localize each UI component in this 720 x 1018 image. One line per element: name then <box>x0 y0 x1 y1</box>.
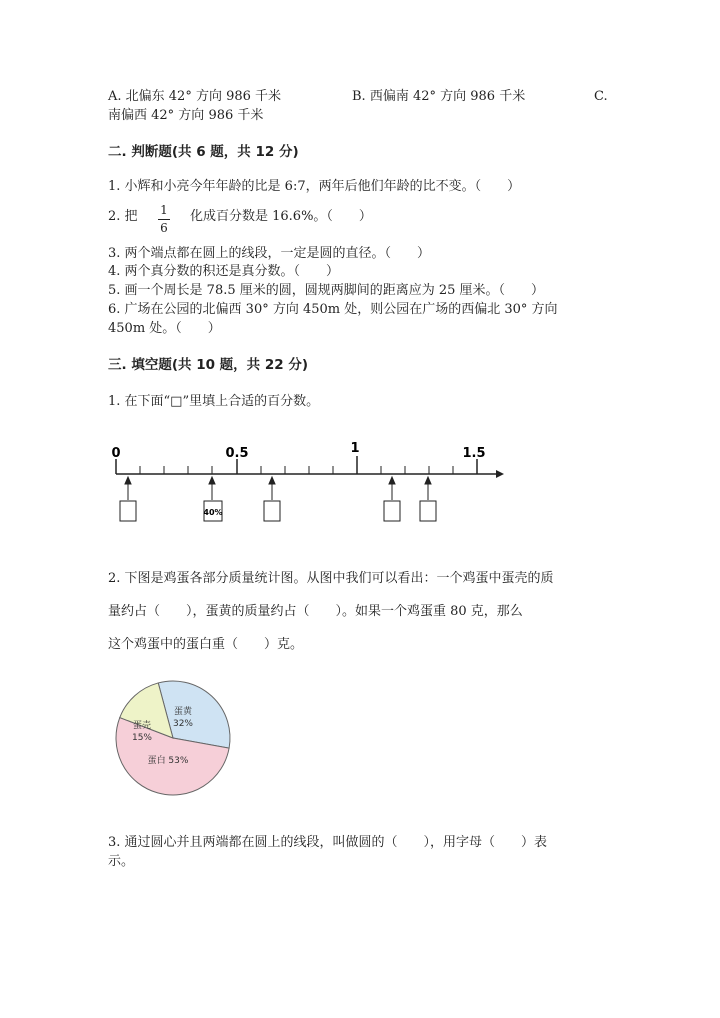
fraction-denominator: 6 <box>160 221 168 235</box>
minor-ticks <box>140 466 453 474</box>
option-c-text: 南偏西 42° 方向 986 千米 <box>108 108 264 123</box>
number-line <box>100 432 510 527</box>
fill-q3-line2: 示。 <box>108 854 135 869</box>
arrow-head-icon <box>496 470 504 478</box>
filled-box-text: 40% <box>203 508 223 517</box>
fill-q2-line3: 这个鸡蛋中的蛋白重（ ）克。 <box>108 637 304 652</box>
fill-q2-line1: 2. 下图是鸡蛋各部分质量统计图。从图中我们可以看出：一个鸡蛋中蛋壳的质 <box>108 571 554 586</box>
pie-label-2: 蛋壳 15% <box>131 721 153 743</box>
pie-label-1: 蛋白 53% <box>147 756 189 766</box>
egg-pie-chart <box>108 676 238 800</box>
judge-q2-prefix: 2. 把 <box>108 209 138 224</box>
answer-box-2[interactable] <box>264 501 280 521</box>
judge-q1: 1. 小辉和小亮今年年龄的比是 6:7，两年后他们年龄的比不变。（ ） <box>108 179 521 194</box>
section-3-title: 三. 填空题(共 10 题，共 22 分) <box>108 357 309 373</box>
judge-q6-line2: 450m 处。（ ） <box>108 321 221 336</box>
judge-q5: 5. 画一个周长是 78.5 厘米的圆，圆规两脚间的距离应为 25 厘米。（ ） <box>108 283 545 298</box>
fill-q1: 1. 在下面“□”里填上合适的百分数。 <box>108 394 320 409</box>
pie-label-0: 蛋黄 32% <box>172 707 194 729</box>
judge-q3: 3. 两个端点都在圆上的线段，一定是圆的直径。（ ） <box>108 246 431 261</box>
option-b: B. 西偏南 42° 方向 986 千米 <box>352 89 526 104</box>
judge-q6-line1: 6. 广场在公园的北偏西 30° 方向 450m 处，则公园在广场的西偏北 30° 方向 <box>108 302 558 317</box>
fraction-bar <box>158 219 170 220</box>
answer-box-3[interactable] <box>384 501 400 521</box>
option-a: A. 北偏东 42° 方向 986 千米 <box>108 89 282 104</box>
label-1: 1 <box>350 441 360 456</box>
fraction-numerator: 1 <box>160 203 168 217</box>
label-0: 0 <box>111 446 121 461</box>
fill-q2-line2: 量约占（ ），蛋黄的质量约占（ ）。如果一个鸡蛋重 80 克，那么 <box>108 604 523 619</box>
fill-q3-line1: 3. 通过圆心并且两端都在圆上的线段，叫做圆的（ ），用字母（ ）表 <box>108 835 548 850</box>
label-0-5: 0.5 <box>225 446 249 461</box>
judge-q2-suffix: 化成百分数是 16.6%。（ ） <box>190 209 372 224</box>
answer-box-1[interactable] <box>120 501 136 521</box>
judge-q4: 4. 两个真分数的积还是真分数。（ ） <box>108 264 340 279</box>
section-2-title: 二. 判断题(共 6 题，共 12 分) <box>108 144 299 160</box>
label-1-5: 1.5 <box>462 446 486 461</box>
answer-box-4[interactable] <box>420 501 436 521</box>
option-c-label: C. <box>594 89 608 104</box>
